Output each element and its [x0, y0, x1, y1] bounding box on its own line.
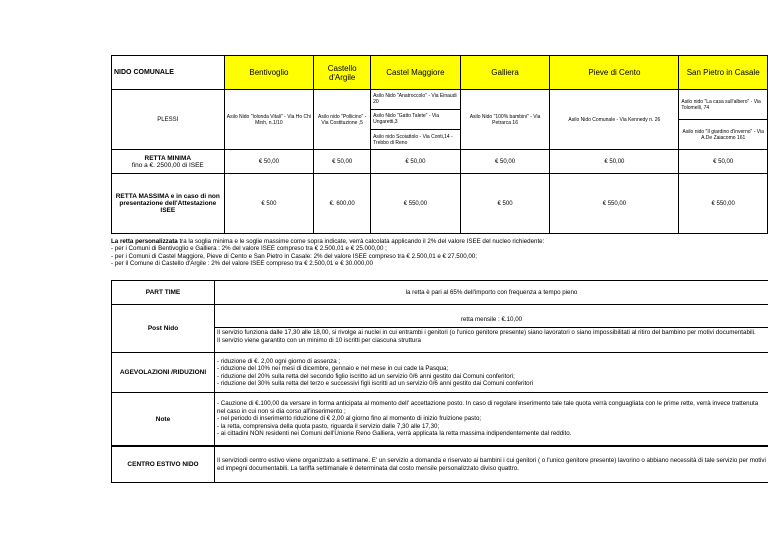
retta-minima-value: € 50,00: [224, 150, 314, 174]
retta-minima-value: € 50,00: [679, 150, 768, 174]
retta-massima-value: € 550,00: [371, 174, 461, 234]
retta-minima-sub: fino a €. 2500,00 di ISEE: [131, 161, 204, 169]
personalizzata-line: - per i Comuni di Castel Maggiore, Pieve di Cento e San Pietro in Casale: 2% del valore ISEE compreso tra € 2.500,01 e € 27.500,00;: [111, 252, 477, 260]
col-castel-maggiore: Castel Maggiore: [371, 56, 461, 90]
col-pieve-di-cento: Pieve di Cento: [550, 56, 679, 90]
centro-estivo-table: [111, 446, 768, 483]
personalizzata-line: - per i Comuni di Bentivoglio e Galliera : 2% del valore ISEE compreso tra € 2.500,01 e € 25.000,00 ;: [111, 245, 387, 253]
retta-minima-value: € 50,00: [314, 150, 371, 174]
col-castello-dargile: Castello d'Argile: [314, 56, 371, 90]
plesso-pieve: Asilo Nido Comunale - Via Kennedy n. 26: [550, 90, 679, 150]
plesso-castel-maggiore: [371, 90, 461, 150]
note-item: - la retta, comprensiva della quota pasto, riguarda il servizio dalle 7,30 alle 17,30;: [217, 422, 440, 430]
centro-estivo-text: Il serviziodi centro estivo viene organizzato a settimane. E' un servizio a domanda e riservato ai bambini i cui genitori ( o l'unico genitore presente) lavorino o abbiano necessità di tale servizio per motivi ed impegni documentabili. La tariffa settimanale è determinata dal costo mensile personalizzato diviso quattro.: [215, 447, 768, 483]
agevolazioni-item: - riduzione di €. 2,00 ogni giorno di assenza ;: [217, 357, 341, 365]
col-san-pietro: San Pietro in Casale: [679, 56, 768, 90]
plesso-giardino-inverno: Asilo nido "Il giardino d'inverno" - Via A.De Zaiacomo 161: [682, 128, 764, 141]
retta-massima-value: €. 600,00: [314, 174, 371, 234]
nido-comunale-label: NIDO COMUNALE: [112, 56, 225, 90]
plesso-gatto-talete: Asilo Nido "Gatto Talete" - Via Ungaretti,3: [371, 109, 460, 129]
retta-massima-value: € 550,00: [679, 174, 768, 234]
plesso-anatroccolo: Asilo Nido "Anatroccolo" - Via Einaudi 20: [371, 90, 460, 109]
post-nido-cell: [215, 305, 768, 353]
part-time-label: PART TIME: [112, 281, 215, 305]
plesso-castello: Asilo nido "Pollicino" - Via Costituzione ,5: [314, 90, 371, 150]
plesso-scoiattolo: Asilo nido Scoiattolo - Via Conti,14 - Trebbo di Reno: [373, 133, 453, 146]
col-bentivoglio: Bentivoglio: [224, 56, 314, 90]
post-nido-desc: Il servizio viene garantito con un minimo di 10 iscritti per ciascuna struttura: [217, 337, 421, 344]
col-galliera: Galliera: [460, 56, 550, 90]
agevolazioni-cell: [215, 353, 768, 393]
retta-massima-value: € 500: [224, 174, 314, 234]
personalizzata-line: - per il Comune di Castello d'Argile : 2% del valore ISEE compreso tra € 2.500,01 e € 30.000,00: [111, 260, 373, 268]
personalizzata-intro: tra la soglia minima e le soglie massime come sopra indicate, verrà calcolata applicando il 2% del valore ISEE del nucleo richiedente:: [177, 238, 545, 245]
note-label: Note: [112, 393, 215, 446]
plesso-galliera: Asilo Nido "100% bambini" - Via Petrarca 16: [460, 90, 550, 150]
note-cell: [215, 393, 768, 446]
personalizzata-bold: La retta personalizzata: [111, 238, 178, 245]
retta-personalizzata-text: [111, 238, 768, 268]
rates-table: [111, 55, 768, 234]
retta-minima-value: € 50,00: [460, 150, 550, 174]
note-item: - nel periodo di inserimento riduzione di € 2,00 al giorno fino al momento di inizio fruizione pasto;: [217, 415, 482, 423]
plesso-casa-albero: Asilo nido "La casa sull'albero" - Via Tolomelli, 74: [679, 90, 767, 120]
personalizzata-line: [111, 238, 768, 245]
part-time-text: la retta è pari al 65% dell'importo con frequenza a tempo pieno: [215, 281, 768, 305]
note-item: - ai cittadini NON residenti nei Comuni dell'Unione Reno Galliera, verrà applicata la retta massima indipendentemente dal reddito.: [217, 430, 572, 438]
plesso-bentivoglio: Asilo Nido "Iolonda Vitali" - Via Ho Chi Minh, n.1/10: [224, 90, 314, 150]
centro-estivo-label: CENTRO ESTIVO NIDO: [112, 447, 215, 483]
plesso-san-pietro: [679, 90, 768, 150]
retta-minima-title: RETTA MINIMA: [144, 154, 192, 162]
retta-minima-value: € 50,00: [371, 150, 461, 174]
post-nido-label: Post Nido: [112, 305, 215, 353]
note-item: - Cauzione di €.100,00 da versare in forma anticipata al momento dell' accettazione posto. In caso di regolare inserimento tale tale quota verrà conguagliata con le prime rette, verrà invece trattenuta nel caso in cui non si dia corso all'inserimento ;: [217, 400, 759, 415]
services-table: [111, 280, 768, 446]
retta-massima-value: € 500: [460, 174, 550, 234]
agevolazioni-item: - riduzione del 30% sulla retta del terzo e successivi figli iscritti ad un servizio 0/6 anni gestito dai Comuni conferitori: [217, 379, 534, 387]
retta-massima-value: € 550,00: [550, 174, 679, 234]
retta-minima-value: € 50,00: [550, 150, 679, 174]
agevolazioni-item: - riduzione del 20% sulla retta del secondo figlio iscritto ad un servizio 0/6 anni gestito dai Comuni conferitori;: [217, 372, 515, 380]
retta-massima-label: RETTA MASSIMA e in caso di non presentazione dell'Attestazione ISEE: [112, 174, 225, 234]
retta-minima-label: [112, 150, 225, 174]
agevolazioni-item: - riduzione del 10% nei mesi di dicembre, gennaio e nel mese in cui cade la Pasqua;: [217, 365, 449, 373]
post-nido-retta: retta mensile : €.10,00: [215, 313, 768, 328]
plessi-label: PLESSI: [112, 90, 225, 150]
post-nido-desc: Il servizio funziona dalle 17,30 alle 18,00, si rivolge ai nuclei in cui entrambi i genitori (o l'unico genitore presente) siano lavoratori o siano impossibilitati al ritiro del bambino per motivi documentabili.: [217, 328, 756, 336]
agevolazioni-label: AGEVOLAZIONI /RIDUZIONI: [112, 353, 215, 393]
